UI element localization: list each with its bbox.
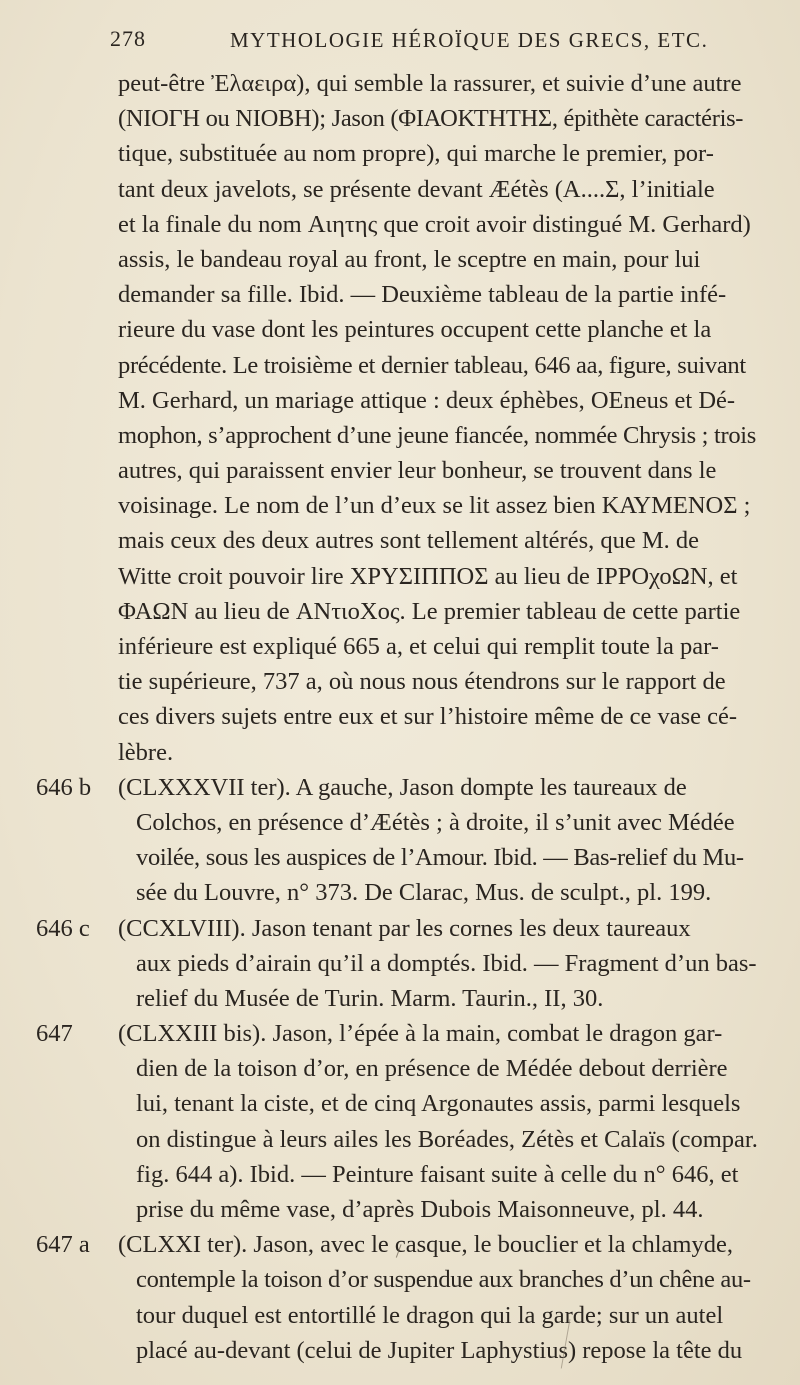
text-line: sée du Louvre, n° 373. De Clarac, Mus. de sculpt., pl. 199. [136,879,712,907]
text-line: autres, qui paraissent envier leur bonheur, se trouvent dans le [118,457,717,485]
page-number: 278 [110,26,146,51]
catalog-entry-646c [36,911,758,1017]
catalog-entry-647 [36,1016,758,1227]
text-line: rieure du vase dont les peintures occupent cette planche et la [118,316,712,344]
text-line: lèbre. [118,738,174,766]
intro-paragraph [118,66,758,770]
text-line: (CLXXXVII ter). A gauche, Jason dompte les taureaux de [118,773,687,801]
text-line: ΦΑΩΝ au lieu de ΑΝτιοΧος. Le premier tableau de cette partie [118,597,741,625]
text-line: Colchos, en présence d’Æétès ; à droite, il s’unit avec Médée [136,808,735,836]
text-line: placé au-devant (celui de Jupiter Laphystius) repose la tête du [136,1336,743,1364]
text-line: on distingue à leurs ailes les Boréades, Zétès et Calaïs (compar. [136,1125,758,1153]
entry-number: 647 a [36,1231,90,1259]
entry-number: 646 c [36,914,90,942]
text-line: ces divers sujets entre eux et sur l’histoire même de ce vase cé- [118,703,738,731]
text-line: peut-être Ἐλαειρα), qui semble la rassurer, et suivie d’une autre [118,70,742,97]
text-line: (CLXXIII bis). Jason, l’épée à la main, combat le dragon gar- [118,1020,723,1048]
text-line: tour duquel est entortillé le dragon qui la garde; sur un autel [136,1301,724,1329]
text-line: contemple la toison d’or suspendue aux branches d’un chêne au- [136,1266,751,1294]
text-line: aux pieds d’airain qu’il a domptés. Ibid. — Fragment d’un bas- [136,949,757,977]
text-line: fig. 644 a). Ibid. — Peinture faisant suite à celle du n° 646, et [136,1160,739,1188]
running-title: MYTHOLOGIE HÉROÏQUE DES GRECS, ETC. [230,28,709,52]
page-header [110,22,750,56]
page-body [36,66,758,1368]
text-line: tique, substituée au nom propre), qui marche le premier, por- [118,140,714,168]
text-line: prise du même vase, d’après Dubois Maisonneuve, pl. 44. [136,1196,704,1223]
text-line: (ΝΙΟΓΗ ou ΝΙΟΒΗ); Jason (ΦΙΑΟΚΤΗΤΗΣ, épithète caractéris- [118,105,744,133]
text-line: relief du Musée de Turin. Marm. Taurin., II, 30. [136,984,604,1012]
text-line: M. Gerhard, un mariage attique : deux éphèbes, OEneus et Dé- [118,386,736,414]
text-line: voisinage. Le nom de l’un d’eux se lit assez bien ΚΑΥΜΕΝΟΣ ; [118,492,751,520]
text-line: dien de la toison d’or, en présence de Médée debout derrière [136,1055,728,1083]
entry-number: 647 [36,1020,73,1048]
catalog-entry-647a [36,1227,758,1368]
text-line: mais ceux des deux autres sont tellement altérés, que M. de [118,527,700,555]
text-line: Witte croit pouvoir lire ΧΡΥΣΙΠΠΟΣ au lieu de ΙΡΡΟχοΩΝ, et [118,562,738,590]
text-line: et la finale du nom Αιητης que croit avoir distingué M. Gerhard) [118,210,751,238]
text-line: (CCXLVIII). Jason tenant par les cornes les deux taureaux [118,914,691,942]
entry-number: 646 b [36,773,92,801]
text-line: (CLXXI ter). Jason, avec le casque, le bouclier et la chlamyde, [118,1231,733,1259]
catalog-entry-646b [36,770,758,911]
text-line: voilée, sous les auspices de l’Amour. Ibid. — Bas-relief du Mu- [136,844,744,872]
text-line: tant deux javelots, se présente devant Æétès (A....Σ, l’initiale [118,175,715,203]
text-line: précédente. Le troisième et dernier tableau, 646 aa, figure, suivant [118,351,746,379]
text-line: lui, tenant la ciste, et de cinq Argonautes assis, parmi lesquels [136,1090,741,1118]
text-line: demander sa fille. Ibid. — Deuxième tableau de la partie infé- [118,281,727,309]
text-line: assis, le bandeau royal au front, le sceptre en main, pour lui [118,245,701,273]
text-line: mophon, s’approchent d’une jeune fiancée, nommée Chrysis ; trois [118,421,757,449]
text-line: inférieure est expliqué 665 a, et celui qui remplit toute la par- [118,633,719,660]
text-line: tie supérieure, 737 a, où nous nous étendrons sur le rapport de [118,668,726,696]
